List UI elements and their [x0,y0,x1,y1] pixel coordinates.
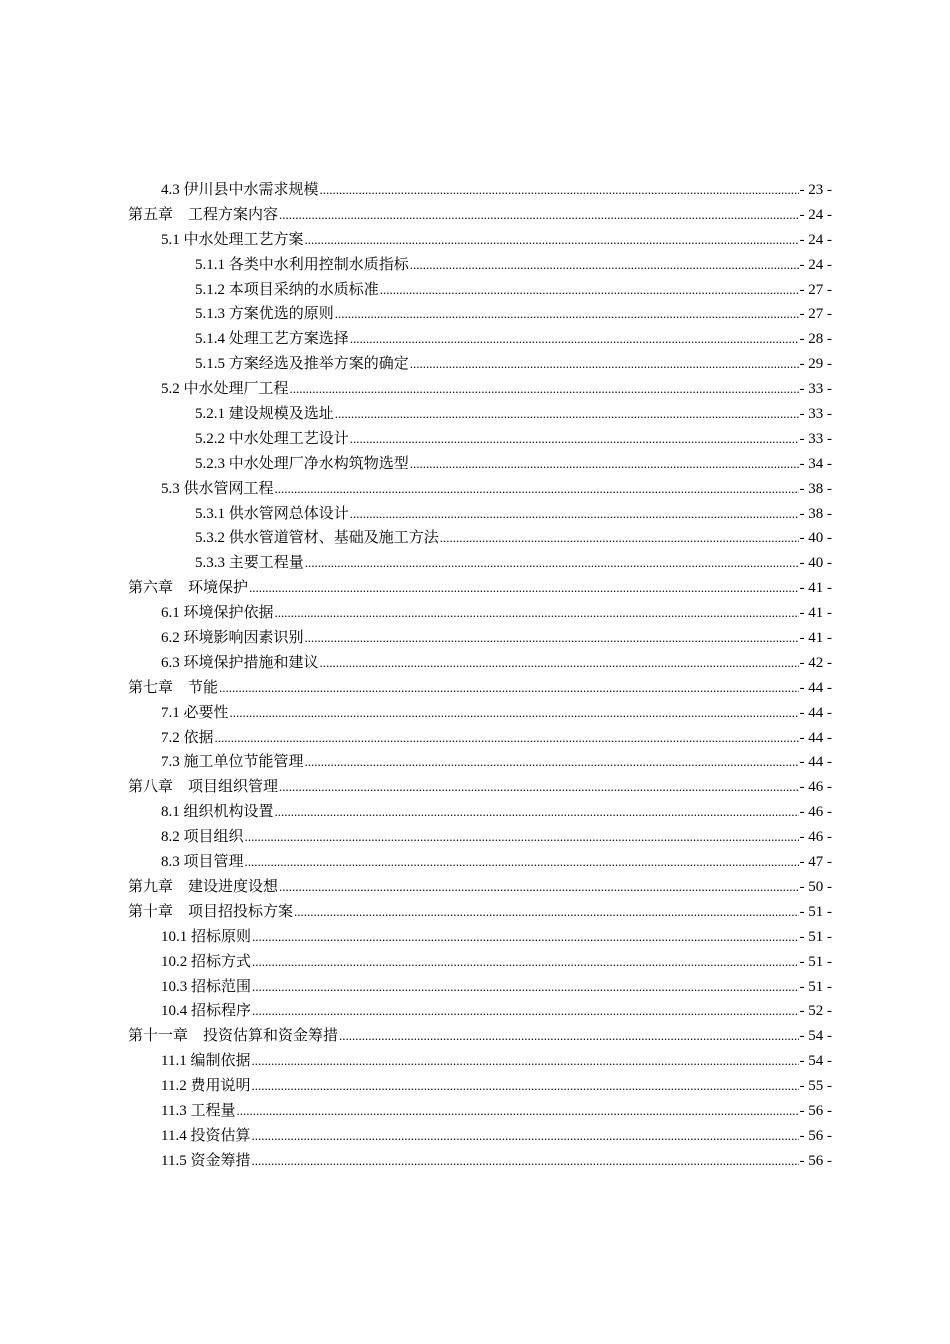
toc-page-number: - 46 - [799,829,832,846]
toc-page-number: - 24 - [799,256,832,273]
toc-entry-label: 5.3.3 主要工程量 [195,555,304,572]
toc-dot-leader [251,1149,798,1174]
toc-dot-leader [410,352,799,377]
toc-section-entry[interactable] [0,1074,950,1099]
toc-entry-label: 第六章 环境保护 [128,580,249,597]
toc-entry-label: 5.1.5 方案经选及推举方案的确定 [195,356,409,373]
toc-section-entry[interactable] [0,427,950,452]
toc-entry-label: 5.1 中水处理工艺方案 [161,231,304,248]
toc-dot-leader [350,427,799,452]
toc-dot-leader [245,850,799,875]
toc-entry-label: 5.2 中水处理厂工程 [161,381,289,398]
toc-page-number: - 33 - [799,381,832,398]
toc-chapter-entry[interactable] [0,875,950,900]
toc-dot-leader [350,327,799,352]
toc-dot-leader [335,302,799,327]
toc-dot-leader [230,701,799,726]
toc-section-entry[interactable] [0,228,950,253]
toc-dot-leader [279,775,798,800]
toc-dot-leader [440,526,799,551]
toc-page-number: - 47 - [799,854,832,871]
toc-dot-leader [275,477,799,502]
toc-section-entry[interactable] [0,352,950,377]
toc-dot-leader [320,178,799,203]
toc-entry-label: 10.1 招标原则 [161,928,252,945]
toc-page-number: - 44 - [799,729,832,746]
toc-entry-label: 4.3 伊川县中水需求规模 [161,182,319,198]
toc-page-number: - 51 - [799,978,832,995]
toc-entry-label: 11.2 费用说明 [161,1078,251,1095]
toc-page-number: - 50 - [799,878,832,895]
toc-section-entry[interactable] [0,999,950,1024]
toc-entry-label: 5.2.2 中水处理工艺设计 [195,430,349,447]
toc-page-number: - 38 - [799,480,832,497]
toc-page-number: - 42 - [799,654,832,671]
toc-section-entry[interactable] [0,377,950,402]
toc-page-number: - 51 - [799,903,832,920]
toc-page-number: - 23 - [799,182,832,198]
toc-entry-label: 11.3 工程量 [161,1102,236,1119]
toc-section-entry[interactable] [0,925,950,950]
toc-page-number: - 44 - [799,704,832,721]
toc-page-number: - 41 - [799,630,832,647]
toc-page-number: - 41 - [799,605,832,622]
toc-dot-leader [380,278,799,303]
toc-dot-leader [245,825,799,850]
toc-dot-leader [305,551,799,576]
toc-entry-label: 10.2 招标方式 [161,953,252,970]
toc-dot-leader [275,601,799,626]
toc-page-number: - 55 - [799,1078,832,1095]
toc-section-entry[interactable] [0,726,950,751]
toc-dot-leader [252,999,798,1024]
toc-entry-label: 第九章 建设进度设想 [128,878,279,895]
toc-dot-leader [252,925,798,950]
toc-entry-label: 5.3.2 供水管道管材、基础及施工方法 [195,530,439,547]
toc-page-number: - 24 - [799,206,832,223]
toc-page-number: - 41 - [799,580,832,597]
toc-entry-label: 11.5 资金筹措 [161,1152,251,1169]
toc-chapter-entry[interactable] [0,900,950,925]
toc-page-number: - 51 - [799,928,832,945]
toc-page-number: - 56 - [799,1152,832,1169]
toc-entry-label: 第十章 项目招投标方案 [128,903,294,920]
toc-chapter-entry[interactable] [0,1024,950,1049]
toc-page-number: - 56 - [799,1127,832,1144]
toc-entry-label: 第七章 节能 [128,679,219,696]
toc-dot-leader [251,1074,798,1099]
toc-chapter-entry[interactable] [0,576,950,601]
toc-page-number: - 24 - [799,231,832,248]
toc-page-number: - 40 - [799,530,832,547]
table-of-contents [0,178,950,1174]
toc-page-number: - 44 - [799,679,832,696]
toc-dot-leader [279,875,798,900]
toc-section-entry[interactable] [0,701,950,726]
toc-page-number: - 54 - [799,1053,832,1070]
toc-dot-leader [410,253,799,278]
toc-dot-leader [335,402,799,427]
toc-dot-leader [219,676,798,701]
toc-page-number: - 46 - [799,779,832,796]
toc-section-entry[interactable] [0,1124,950,1149]
toc-entry-label: 5.3 供水管网工程 [161,480,274,497]
toc-section-entry[interactable] [0,1149,950,1174]
toc-entry-label: 6.3 环境保护措施和建议 [161,654,319,671]
toc-dot-leader [252,975,798,1000]
toc-section-entry[interactable] [0,278,950,303]
toc-page-number: - 33 - [799,430,832,447]
toc-section-entry[interactable] [0,626,950,651]
toc-section-entry[interactable] [0,452,950,477]
toc-dot-leader [305,228,799,253]
toc-entry-label: 5.1.3 方案优选的原则 [195,306,334,323]
toc-chapter-entry[interactable] [0,775,950,800]
toc-section-entry[interactable] [0,850,950,875]
toc-section-entry[interactable] [0,327,950,352]
toc-page-number: - 27 - [799,306,832,323]
toc-dot-leader [251,1124,798,1149]
toc-entry-label: 8.1 组织机构设置 [161,804,274,821]
toc-page-number: - 38 - [799,505,832,522]
toc-dot-leader [410,452,799,477]
toc-dot-leader [305,626,799,651]
toc-entry-label: 5.2.1 建设规模及选址 [195,406,334,423]
toc-dot-leader [236,1099,798,1124]
toc-chapter-entry[interactable] [0,676,950,701]
toc-dot-leader [252,950,798,975]
toc-dot-leader [275,800,799,825]
toc-entry-label: 11.4 投资估算 [161,1127,251,1144]
toc-dot-leader [350,502,799,527]
toc-section-entry[interactable] [0,1049,950,1074]
toc-page-number: - 54 - [799,1028,832,1045]
toc-section-entry[interactable] [0,402,950,427]
toc-entry-label: 5.3.1 供水管网总体设计 [195,505,349,522]
toc-entry-label: 7.2 依据 [161,729,214,746]
toc-dot-leader [290,377,799,402]
toc-section-entry[interactable] [0,651,950,676]
toc-entry-label: 6.1 环境保护依据 [161,605,274,622]
toc-section-entry[interactable] [0,825,950,850]
toc-dot-leader [320,651,799,676]
toc-section-entry[interactable] [0,253,950,278]
toc-page-number: - 40 - [799,555,832,572]
toc-entry-label: 5.1.2 本项目采纳的水质标准 [195,281,379,298]
toc-entry-label: 第十一章 投资估算和资金筹措 [128,1028,339,1045]
toc-entry-label: 第五章 工程方案内容 [128,206,279,223]
toc-page-number: - 52 - [799,1003,832,1020]
toc-section-entry[interactable] [0,178,950,203]
toc-dot-leader [339,1024,798,1049]
toc-entry-label: 7.1 必要性 [161,704,229,721]
toc-entry-label: 6.2 环境影响因素识别 [161,630,304,647]
toc-entry-label: 7.3 施工单位节能管理 [161,754,304,771]
toc-entry-label: 8.3 项目管理 [161,854,244,871]
toc-entry-label: 8.2 项目组织 [161,829,244,846]
toc-entry-label: 10.3 招标范围 [161,978,252,995]
toc-entry-label: 5.1.4 处理工艺方案选择 [195,331,349,348]
toc-section-entry[interactable] [0,551,950,576]
toc-dot-leader [215,726,799,751]
toc-page-number: - 33 - [799,406,832,423]
toc-entry-label: 10.4 招标程序 [161,1003,252,1020]
toc-entry-label: 第八章 项目组织管理 [128,779,279,796]
toc-page-number: - 44 - [799,754,832,771]
toc-page-number: - 56 - [799,1102,832,1119]
toc-page-number: - 28 - [799,331,832,348]
toc-dot-leader [249,576,798,601]
toc-section-entry[interactable] [0,800,950,825]
toc-section-entry[interactable] [0,950,950,975]
toc-entry-label: 11.1 编制依据 [161,1053,251,1070]
toc-section-entry[interactable] [0,750,950,775]
toc-section-entry[interactable] [0,477,950,502]
toc-section-entry[interactable] [0,1099,950,1124]
toc-chapter-entry[interactable] [0,203,950,228]
toc-page-number: - 27 - [799,281,832,298]
toc-section-entry[interactable] [0,526,950,551]
toc-dot-leader [279,203,798,228]
toc-entry-label: 5.2.3 中水处理厂净水构筑物选型 [195,455,409,472]
toc-section-entry[interactable] [0,975,950,1000]
toc-page-number: - 46 - [799,804,832,821]
toc-dot-leader [251,1049,798,1074]
toc-page-number: - 34 - [799,455,832,472]
toc-page-number: - 29 - [799,356,832,373]
toc-section-entry[interactable] [0,601,950,626]
toc-section-entry[interactable] [0,302,950,327]
toc-entry-label: 5.1.1 各类中水利用控制水质指标 [195,256,409,273]
toc-section-entry[interactable] [0,502,950,527]
toc-dot-leader [294,900,798,925]
toc-dot-leader [305,750,799,775]
toc-page-number: - 51 - [799,953,832,970]
